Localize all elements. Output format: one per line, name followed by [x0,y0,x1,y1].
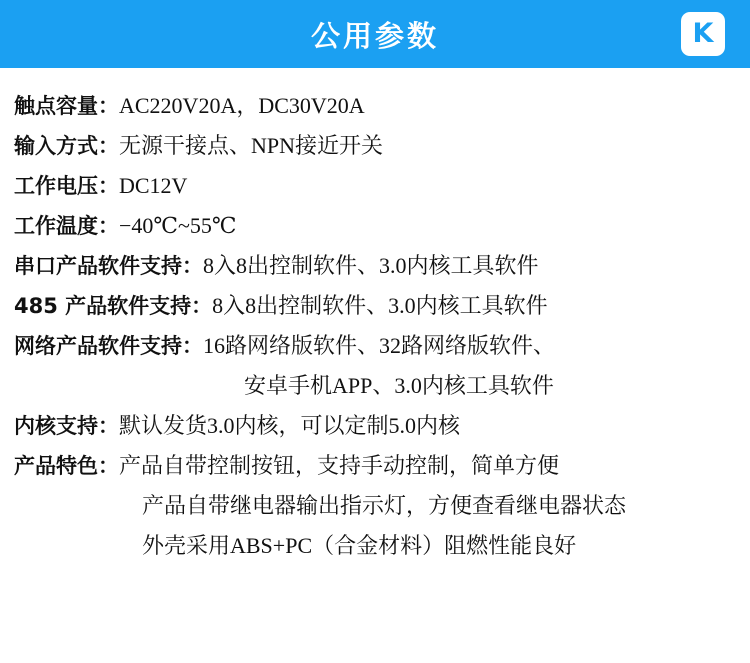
spec-value: 8入8出控制软件、3.0内核工具软件 [203,253,539,278]
spec-label: 网络产品软件支持： [14,334,203,358]
page-title: 公用参数 [310,18,439,53]
spec-row [14,126,750,166]
spec-label: 485 产品软件支持： [14,294,213,318]
spec-value: 安卓手机APP、3.0内核工具软件 [244,373,554,398]
spec-label: 产品特色： [14,454,119,478]
brand-k-icon [681,12,725,56]
brand-k-letter: K [692,17,714,49]
spec-continuation-row [14,526,750,566]
spec-value: 8入8出控制软件、3.0内核工具软件 [212,293,548,318]
spec-value: AC220V20A，DC30V20A [119,93,365,118]
specification-list [0,68,750,566]
spec-label: 串口产品软件支持： [14,254,203,278]
spec-row [14,166,750,206]
spec-value: 默认发货3.0内核，可以定制5.0内核 [119,413,461,438]
spec-value: DC12V [119,173,188,198]
spec-label: 输入方式： [14,134,119,158]
spec-row [14,406,750,446]
spec-value: 16路网络版软件、32路网络版软件、 [203,333,556,358]
page-header-banner [0,0,750,68]
spec-label: 工作温度： [14,214,119,238]
spec-value: 外壳采用ABS+PC（合金材料）阻燃性能良好 [142,533,577,558]
spec-row [14,446,750,486]
spec-continuation-row [14,366,750,406]
spec-row [14,206,750,246]
spec-value: −40℃~55℃ [119,213,237,238]
spec-value: 产品自带继电器输出指示灯，方便查看继电器状态 [142,493,627,518]
spec-label: 触点容量： [14,94,119,118]
spec-value: 产品自带控制按钮，支持手动控制，简单方便 [119,453,560,478]
spec-row [14,246,750,286]
spec-value: 无源干接点、NPN接近开关 [119,133,384,158]
spec-label: 工作电压： [14,174,119,198]
spec-row [14,286,750,326]
spec-label: 内核支持： [14,414,119,438]
spec-row [14,86,750,126]
spec-row [14,326,750,366]
spec-continuation-row [14,486,750,526]
